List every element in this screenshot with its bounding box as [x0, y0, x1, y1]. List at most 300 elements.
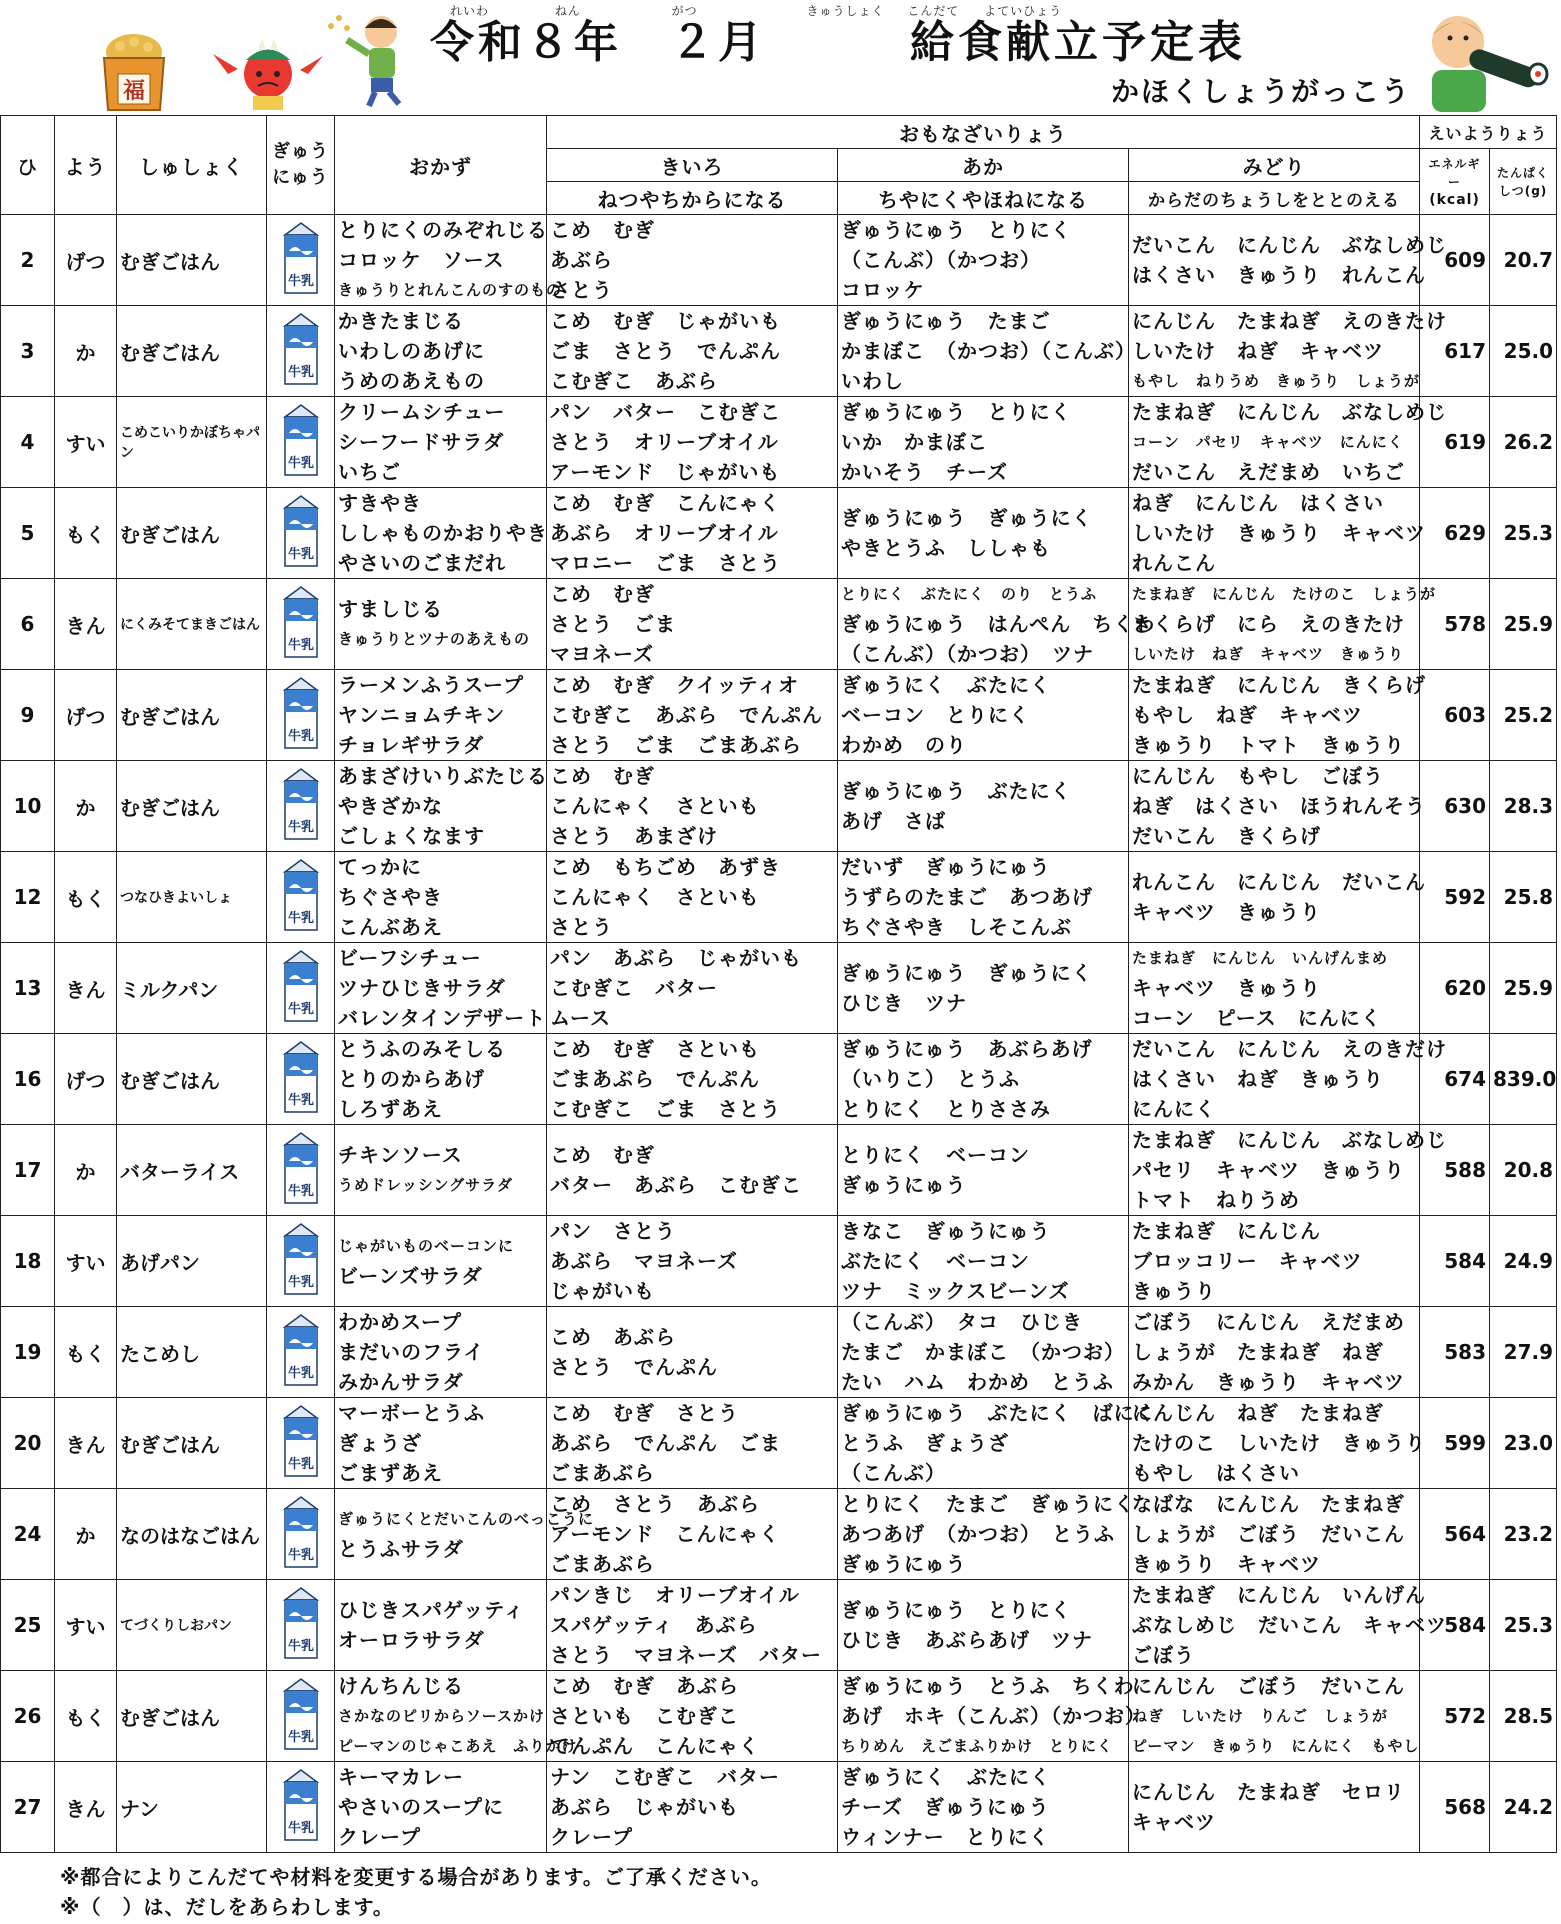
staple-cell: にくみそてまきごはん	[117, 579, 267, 670]
red-ingredients-cell	[838, 488, 1129, 579]
ingredient-line: たまねぎ にんじん たけのこ しょうが	[1132, 585, 1437, 603]
green-ingredients-cell	[1129, 1307, 1420, 1398]
ingredient-line: あげ ホキ（こんぶ）（かつお）	[841, 1704, 1146, 1728]
ingredient-line: ヤンニョムチキン	[338, 703, 506, 727]
red-ingredients-cell	[838, 1125, 1129, 1216]
ingredient-line: やさいのごまだれ	[338, 551, 506, 575]
svg-text:牛乳: 牛乳	[287, 911, 314, 926]
menu-row	[1, 1671, 1557, 1762]
protein-cell: 28.3	[1490, 761, 1557, 852]
ingredient-line: みかん きゅうり キャベツ	[1132, 1370, 1405, 1394]
staple-cell: むぎごはん	[117, 488, 267, 579]
yellow-ingredients-cell	[547, 1125, 838, 1216]
day-cell: 3	[1, 306, 55, 397]
ingredient-line: もやし ねぎ キャベツ	[1132, 703, 1363, 727]
dow-cell: か	[55, 1489, 117, 1580]
milk-cell	[267, 397, 335, 488]
svg-text:牛乳: 牛乳	[287, 274, 314, 289]
protein-cell: 23.0	[1490, 1398, 1557, 1489]
menu-row	[1, 1307, 1557, 1398]
ingredient-line: アーモンド こんにゃく	[550, 1522, 780, 1546]
ingredient-line: あげ さば	[841, 809, 946, 833]
ingredient-line: きゅうりとれんこんのすのもの	[338, 281, 563, 299]
ingredient-line: さとう オリーブオイル	[550, 430, 779, 454]
col-main-ingredients-header: おもなざいりょう	[547, 116, 1420, 149]
green-ingredients-cell	[1129, 761, 1426, 852]
protein-cell: 25.3	[1490, 1580, 1557, 1671]
protein-cell: 28.5	[1490, 1671, 1557, 1762]
ingredient-line: パセリ キャベツ きゅうり	[1132, 1158, 1405, 1182]
red-ingredients-cell	[838, 670, 1129, 761]
ingredient-line: （いりこ） とうふ	[841, 1067, 1020, 1091]
ingredient-line: とりにく ぶたにく のり とうふ	[841, 585, 1098, 603]
yellow-ingredients-cell	[547, 397, 838, 488]
ingredient-line: さといも こむぎこ	[550, 1704, 739, 1728]
staple-cell: こめこいりかぼちゃパン	[117, 397, 267, 488]
energy-cell: 609	[1420, 215, 1490, 306]
yellow-ingredients-cell	[547, 1671, 838, 1762]
milk-cell	[267, 1489, 335, 1580]
milk-cell	[267, 761, 335, 852]
ingredient-line: ビーンズサラダ	[338, 1264, 483, 1288]
ingredient-line: あぶら じゃがいも	[550, 1795, 739, 1819]
ingredient-line: やさいのスープに	[338, 1795, 504, 1819]
green-ingredients-cell	[1129, 943, 1420, 1034]
ingredient-line: ぎゅうにく ぶたにく	[841, 673, 1051, 697]
ingredient-line: こめ もちごめ あずき	[550, 855, 781, 879]
title-block	[430, 2, 1246, 68]
ingredient-line: ごまあぶら でんぷん	[550, 1067, 760, 1091]
ingredient-line: さとう	[550, 915, 613, 939]
ingredient-line: あつあげ （かつお） とうふ	[841, 1522, 1115, 1546]
milk-carton-icon	[279, 1677, 323, 1751]
ingredient-line: ぎゅうにゅう とりにく	[841, 218, 1072, 242]
milk-cell	[267, 1216, 335, 1307]
ingredient-line: こめ むぎ	[550, 218, 655, 242]
side-cell	[335, 1034, 547, 1125]
energy-cell: 599	[1420, 1398, 1490, 1489]
green-ingredients-cell	[1129, 1398, 1426, 1489]
protein-cell: 24.2	[1490, 1762, 1557, 1853]
energy-cell: 588	[1420, 1125, 1490, 1216]
ingredient-line: ごまあぶら	[550, 1461, 655, 1485]
svg-text:牛乳: 牛乳	[287, 365, 314, 380]
side-cell	[335, 1216, 547, 1307]
ingredient-line: たまねぎ にんじん ぶなしめじ	[1132, 1128, 1447, 1152]
ingredient-line: だいこん えだまめ いちご	[1132, 460, 1405, 484]
ingredient-line: コロッケ	[841, 278, 925, 302]
menu-row	[1, 1762, 1557, 1853]
menu-row	[1, 1580, 1557, 1671]
green-ingredients-cell	[1129, 488, 1426, 579]
menu-row	[1, 852, 1557, 943]
milk-cell	[267, 1034, 335, 1125]
ingredient-line: じゃがいも	[550, 1279, 655, 1303]
col-red-header: あか	[838, 149, 1129, 182]
milk-cell	[267, 670, 335, 761]
ingredient-line: こんぶあえ	[338, 915, 443, 939]
svg-text:牛乳: 牛乳	[287, 1730, 314, 1745]
ingredient-line: ピーマン きゅうり にんにく もやし	[1132, 1737, 1420, 1755]
ingredient-line: けんちんじる	[338, 1674, 464, 1698]
ingredient-line: にんじん たまねぎ えのきたけ	[1132, 309, 1447, 333]
ingredient-line: キーマカレー	[338, 1765, 464, 1789]
day-cell: 26	[1, 1671, 55, 1762]
ingredient-line: ビーフシチュー	[338, 946, 482, 970]
milk-carton-icon	[279, 494, 323, 568]
ingredient-line: とりにく ベーコン	[841, 1143, 1030, 1167]
staple-cell: むぎごはん	[117, 306, 267, 397]
ingredient-line: アーモンド じゃがいも	[550, 460, 781, 484]
menu-row	[1, 1489, 1557, 1580]
staple-cell: バターライス	[117, 1125, 267, 1216]
day-cell: 17	[1, 1125, 55, 1216]
energy-cell: 630	[1420, 761, 1490, 852]
ingredient-line: にんじん もやし ごぼう	[1132, 764, 1384, 788]
staple-cell: むぎごはん	[117, 1671, 267, 1762]
ingredient-line: ねぎ にんじん はくさい	[1132, 491, 1384, 515]
yellow-ingredients-cell	[547, 943, 838, 1034]
ingredient-line: ツナ ミックスビーンズ	[841, 1279, 1070, 1303]
ingredient-line: うめドレッシングサラダ	[338, 1176, 514, 1194]
red-ingredients-cell	[838, 943, 1129, 1034]
ingredient-line: こめ むぎ こんにゃく	[550, 491, 781, 515]
side-cell	[335, 943, 547, 1034]
day-cell: 20	[1, 1398, 55, 1489]
ingredient-line: さかなのピリからソースかけ	[338, 1707, 545, 1725]
ingredient-line: しょうが たまねぎ ねぎ	[1132, 1340, 1384, 1364]
ingredient-line: ごぼう にんじん えだまめ	[1132, 1310, 1405, 1334]
milk-carton-icon	[279, 1768, 323, 1842]
ingredient-line: とうふサラダ	[338, 1537, 464, 1561]
ingredient-line: スパゲッティ あぶら	[550, 1613, 758, 1637]
day-cell: 27	[1, 1762, 55, 1853]
ingredient-line: さとう でんぷん	[550, 1355, 718, 1379]
dow-cell: すい	[55, 1580, 117, 1671]
dow-cell: げつ	[55, 1034, 117, 1125]
protein-cell: 25.0	[1490, 306, 1557, 397]
protein-cell: 839.0	[1490, 1034, 1557, 1125]
ingredient-line: ぎゅうにゅう ぎゅうにく	[841, 506, 1093, 530]
ingredient-line: こむぎこ バター	[550, 976, 718, 1000]
col-yellow-desc: ねつやちからになる	[547, 182, 838, 215]
col-day-header: ひ	[1, 116, 55, 215]
dow-cell: か	[55, 761, 117, 852]
ingredient-line: ピーマンのじゃこあえ ふりかけ	[338, 1737, 578, 1755]
ingredient-line: だいず ぎゅうにゅう	[841, 855, 1051, 879]
green-ingredients-cell	[1129, 579, 1437, 670]
red-ingredients-cell	[838, 1762, 1129, 1853]
footer-note-change: ※都合によりこんだてや材料を変更する場合があります。ご了承ください。	[60, 1865, 772, 1889]
staple-cell: てづくりしおパン	[117, 1580, 267, 1671]
yellow-ingredients-cell	[547, 488, 838, 579]
col-staple-header: しゅしょく	[117, 116, 267, 215]
menu-row	[1, 943, 1557, 1034]
ingredient-line: だいこん きくらげ	[1132, 824, 1321, 848]
svg-text:牛乳: 牛乳	[287, 638, 314, 653]
red-ingredients-cell	[838, 1398, 1156, 1489]
milk-carton-icon	[279, 1131, 323, 1205]
milk-cell	[267, 306, 335, 397]
dow-cell: すい	[55, 397, 117, 488]
dow-cell: すい	[55, 1216, 117, 1307]
ingredient-line: きゅうり トマト きゅうり	[1132, 733, 1405, 757]
green-ingredients-cell	[1129, 1580, 1447, 1671]
green-ingredients-cell	[1129, 852, 1426, 943]
ingredient-line: ごまあぶら	[550, 1552, 655, 1576]
ingredient-line: キャベツ きゅうり	[1132, 976, 1321, 1000]
ingredient-line: ちりめん えごまふりかけ とりにく	[841, 1737, 1114, 1755]
yellow-ingredients-cell	[547, 215, 838, 306]
menu-row	[1, 488, 1557, 579]
red-ingredients-cell	[838, 1034, 1129, 1125]
side-cell	[335, 1671, 578, 1762]
ingredient-line: わかめスープ	[338, 1310, 462, 1334]
ingredient-line: ナン こむぎこ バター	[550, 1765, 780, 1789]
energy-cell: 629	[1420, 488, 1490, 579]
ingredient-line: なばな にんじん たまねぎ	[1132, 1492, 1405, 1516]
milk-cell	[267, 852, 335, 943]
green-ingredients-cell	[1129, 670, 1426, 761]
ingredient-line: こめ あぶら	[550, 1325, 676, 1349]
ingredient-line: ごまずあえ	[338, 1461, 443, 1485]
svg-text:牛乳: 牛乳	[287, 1639, 314, 1654]
green-ingredients-cell	[1129, 1762, 1420, 1853]
ingredient-line: あぶら オリーブオイル	[550, 521, 779, 545]
ingredient-line: すきやき	[338, 491, 422, 515]
col-red-desc: ちやにくやほねになる	[838, 182, 1129, 215]
ingredient-line: だいこん にんじん えのきだけ	[1132, 1037, 1447, 1061]
ingredient-line: マロニー ごま さとう	[550, 551, 781, 575]
page-title: 令和８年 ２月 給食献立予定表	[430, 17, 1246, 68]
ingredient-line: ひじきスパゲッティ	[338, 1598, 525, 1622]
side-cell	[335, 852, 547, 943]
milk-carton-icon	[279, 949, 323, 1023]
ingredient-line: ちぐさやき	[338, 885, 443, 909]
protein-cell: 23.2	[1490, 1489, 1557, 1580]
ingredient-line: みかんサラダ	[338, 1370, 464, 1394]
protein-cell: 20.7	[1490, 215, 1557, 306]
side-cell	[335, 670, 547, 761]
ingredient-line: たまねぎ にんじん いんげん	[1132, 1583, 1426, 1607]
ingredient-line: ごま さとう でんぷん	[550, 339, 781, 363]
ingredient-line: じゃがいものベーコンに	[338, 1237, 515, 1255]
svg-text:牛乳: 牛乳	[287, 1821, 314, 1836]
side-cell	[335, 1489, 595, 1580]
bean-box-fuku-label: 福	[122, 79, 146, 104]
ingredient-line: こめ むぎ さとう	[550, 1401, 739, 1425]
staple-cell: ナン	[117, 1762, 267, 1853]
ingredient-line: ごぼう	[1132, 1643, 1195, 1667]
ingredient-line: こんにゃく さといも	[550, 794, 760, 818]
energy-cell: 674	[1420, 1034, 1490, 1125]
svg-text:牛乳: 牛乳	[287, 456, 314, 471]
ingredient-line: あぶら マヨネーズ	[550, 1249, 738, 1273]
ingredient-line: さとう ごま	[550, 612, 676, 636]
milk-carton-icon	[279, 858, 323, 932]
side-cell	[335, 488, 547, 579]
red-ingredients-cell	[838, 761, 1129, 852]
svg-text:牛乳: 牛乳	[287, 1184, 314, 1199]
ingredient-line: ぎゅうにゅう ぶたにく	[841, 779, 1072, 803]
ingredient-line: きゅうりとツナのあえもの	[338, 630, 531, 648]
ingredient-line: たい ハム わかめ とうふ	[841, 1370, 1114, 1394]
ingredient-line: やきとうふ ししゃも	[841, 536, 1051, 560]
ingredient-line: コーン ピース にんにく	[1132, 1006, 1382, 1030]
day-cell: 5	[1, 488, 55, 579]
ingredient-line: チョレギサラダ	[338, 733, 485, 757]
energy-cell: 583	[1420, 1307, 1490, 1398]
svg-text:牛乳: 牛乳	[287, 1548, 314, 1563]
yellow-ingredients-cell	[547, 1398, 838, 1489]
ingredient-line: ししゃものかおりやき	[338, 521, 548, 545]
ingredient-line: とりにく たまご ぎゅうにく	[841, 1492, 1135, 1516]
red-ingredients-cell	[838, 397, 1129, 488]
yellow-ingredients-cell	[547, 579, 838, 670]
ingredient-line: ねぎ はくさい ほうれんそう	[1132, 794, 1426, 818]
ingredient-line: コロッケ ソース	[338, 248, 505, 272]
ingredient-line: きなこ ぎゅうにゅう	[841, 1219, 1051, 1243]
menu-row	[1, 1216, 1557, 1307]
milk-cell	[267, 1125, 335, 1216]
day-cell: 4	[1, 397, 55, 488]
ingredient-line: ぎゅうにゅう あぶらあげ	[841, 1037, 1093, 1061]
col-side-header: おかず	[335, 116, 547, 215]
ingredient-line: こめ さとう あぶら	[550, 1492, 760, 1516]
day-cell: 13	[1, 943, 55, 1034]
ingredient-line: ぎゅうにゅう とりにく	[841, 400, 1072, 424]
oni-icon	[208, 34, 328, 114]
ingredient-line: はくさい きゅうり れんこん	[1132, 263, 1426, 287]
side-cell	[335, 306, 547, 397]
day-cell: 9	[1, 670, 55, 761]
ingredient-line: ぎゅうにくとだいこんのべっこうに	[338, 1510, 595, 1528]
dow-cell: もく	[55, 1671, 117, 1762]
ingredient-line: うずらのたまご あつあげ	[841, 885, 1093, 909]
footer-note-dashi: ※（ ）は、だしをあらわします。	[60, 1895, 394, 1919]
ingredient-line: こむぎこ ごま さとう	[550, 1097, 781, 1121]
day-cell: 16	[1, 1034, 55, 1125]
ingredient-line: こんにゃく さといも	[550, 885, 760, 909]
ehomaki-child-icon	[1410, 4, 1550, 112]
yellow-ingredients-cell	[547, 1762, 838, 1853]
ingredient-line: きゅうり キャベツ	[1132, 1552, 1321, 1576]
svg-text:牛乳: 牛乳	[287, 547, 314, 562]
ingredient-line: さとう マヨネーズ バター	[550, 1643, 822, 1667]
ingredient-line: とりにくのみぞれじる	[338, 218, 548, 242]
green-ingredients-cell	[1129, 1489, 1420, 1580]
ingredient-line: しろずあえ	[338, 1097, 443, 1121]
ingredient-line: ぶたにく ベーコン	[841, 1249, 1030, 1273]
side-cell	[335, 1125, 547, 1216]
ingredient-line: ラーメンふうスープ	[338, 673, 524, 697]
side-cell	[335, 579, 547, 670]
ingredient-line: わかめ のり	[841, 733, 967, 757]
milk-carton-icon	[279, 1040, 323, 1114]
yellow-ingredients-cell	[547, 670, 838, 761]
green-ingredients-cell	[1129, 1671, 1420, 1762]
ingredient-line: もやし ねりうめ きゅうり しょうが	[1132, 372, 1421, 390]
staple-cell: むぎごはん	[117, 670, 267, 761]
col-green-header: みどり	[1129, 149, 1420, 182]
side-cell	[335, 1398, 547, 1489]
menu-row	[1, 761, 1557, 852]
menu-row	[1, 1125, 1557, 1216]
milk-carton-icon	[279, 403, 323, 477]
milk-cell	[267, 215, 335, 306]
green-ingredients-cell	[1129, 1216, 1420, 1307]
staple-cell: むぎごはん	[117, 215, 267, 306]
ingredient-line: パンきじ オリーブオイル	[550, 1583, 800, 1607]
ingredient-line: とりにく とりささみ	[841, 1097, 1051, 1121]
ingredient-line: こめ むぎ じゃがいも	[550, 309, 781, 333]
ingredient-line: ねぎ しいたけ りんご しょうが	[1132, 1707, 1389, 1725]
ingredient-line: ぎゅうにゅう はんぺん ちくわ	[841, 612, 1156, 636]
green-ingredients-cell	[1129, 1034, 1447, 1125]
footer-notes	[60, 1862, 772, 1922]
ingredient-line: とりのからあげ	[338, 1067, 485, 1091]
ingredient-line: まだいのフライ	[338, 1340, 485, 1364]
red-ingredients-cell	[838, 579, 1156, 670]
ingredient-line: たまねぎ にんじん	[1132, 1219, 1321, 1243]
yellow-ingredients-cell	[547, 1216, 838, 1307]
ingredient-line: あぶら でんぷん ごま	[550, 1431, 781, 1455]
ingredient-line: いか かまぼこ	[841, 430, 988, 454]
red-ingredients-cell	[838, 1580, 1129, 1671]
ingredient-line: てっかに	[338, 855, 422, 879]
staple-cell: むぎごはん	[117, 761, 267, 852]
milk-cell	[267, 1762, 335, 1853]
menu-row	[1, 397, 1557, 488]
menu-row	[1, 306, 1557, 397]
ingredient-line: トマト ねりうめ	[1132, 1188, 1300, 1212]
ingredient-line: ツナひじきサラダ	[338, 976, 506, 1000]
ingredient-line: ムース	[550, 1006, 611, 1030]
milk-carton-icon	[279, 1495, 323, 1569]
ingredient-line: ブロッコリー キャベツ	[1132, 1249, 1363, 1273]
col-nutrition-header: えいようりょう	[1420, 116, 1557, 149]
side-cell	[335, 761, 547, 852]
staple-cell: つなひきよいしょ	[117, 852, 267, 943]
milk-carton-icon	[279, 1586, 323, 1660]
red-ingredients-cell	[838, 1216, 1129, 1307]
ingredient-line: いわし	[841, 369, 904, 393]
ingredient-line: あまざけいりぶたじる	[338, 764, 548, 788]
ingredient-line: かきたまじる	[338, 309, 464, 333]
yellow-ingredients-cell	[547, 1307, 838, 1398]
milk-carton-icon	[279, 585, 323, 659]
ingredient-line: パン さとう	[550, 1219, 676, 1243]
side-cell	[335, 215, 563, 306]
red-ingredients-cell	[838, 306, 1136, 397]
yellow-ingredients-cell	[547, 1489, 838, 1580]
ingredient-line: さとう あまざけ	[550, 824, 718, 848]
col-dow-header: よう	[55, 116, 117, 215]
ingredient-line: ひじき ツナ	[841, 991, 967, 1015]
yellow-ingredients-cell	[547, 852, 838, 943]
ingredient-line: たまねぎ にんじん ぶなしめじ	[1132, 400, 1447, 424]
ingredient-line: （こんぶ）（かつお）	[841, 248, 1041, 272]
ingredient-line: でんぷん こんにゃく	[550, 1734, 760, 1758]
ingredient-line: シーフードサラダ	[338, 430, 505, 454]
dow-cell: きん	[55, 943, 117, 1034]
dow-cell: もく	[55, 488, 117, 579]
ingredient-line: クレープ	[550, 1825, 633, 1849]
ingredient-line: きくらげ にら えのきたけ	[1132, 612, 1405, 636]
ingredient-line: ぶなしめじ だいこん キャベツ	[1132, 1613, 1447, 1637]
ingredient-line: れんこん	[1132, 551, 1216, 575]
green-ingredients-cell	[1129, 306, 1447, 397]
